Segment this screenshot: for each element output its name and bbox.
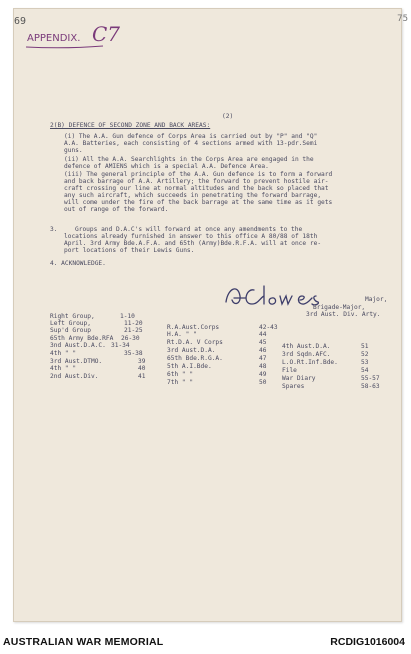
dist-unit: Spares xyxy=(282,383,305,390)
dist-copy: 58-63 xyxy=(361,383,380,390)
dist-copy: 41 xyxy=(138,373,146,380)
appendix-stamp: APPENDIX. xyxy=(27,33,81,44)
appendix-handwritten-number: C7 xyxy=(92,22,121,46)
para3-line: locations already furnished in answer to this office A 80/88 of 18th xyxy=(64,233,318,240)
dist-copy: 45 xyxy=(259,339,267,346)
para3-line: April. 3rd Army Bde.A.F.A. and 65th (Army)Bde.R.F.A. will at once re- xyxy=(64,240,322,247)
appendix-underline xyxy=(25,44,105,50)
dist-copy: 48 xyxy=(259,363,267,370)
dist-unit: Left Group, xyxy=(50,320,91,327)
para-line: craft crossing our line at normal altitudes and the back so placed that xyxy=(64,185,329,192)
paragraph-4-acknowledge: 4. ACKNOWLEDGE. xyxy=(50,260,106,267)
para-line: and back barrage of A.A. Artillery; the forward to prevent hostile air- xyxy=(64,178,329,185)
dist-unit: H.A. " " xyxy=(167,331,197,338)
para-line: (i) The A.A. Gun defence of Corps Area is carried out by "P" and "Q" xyxy=(64,133,318,140)
dist-copy: 54 xyxy=(361,367,369,374)
para-line: guns. xyxy=(64,147,83,154)
dist-unit: 6th " " xyxy=(167,371,194,378)
dist-copy: 53 xyxy=(361,359,369,366)
para-line: defence of AMIENS which is a special A.A. Defence Area. xyxy=(64,163,269,170)
dist-unit: 3rd Sqdn.AFC. xyxy=(282,351,331,358)
archive-record-id: RCDIG1016004 xyxy=(330,636,405,648)
page-number: 69 xyxy=(14,16,27,27)
dist-unit: 3nd Aust.D.A.C. xyxy=(50,342,106,349)
dist-unit: L.O.Rt.Inf.Bde. xyxy=(282,359,338,366)
archive-footer xyxy=(0,630,411,654)
dist-unit: 5th A.I.Bde. xyxy=(167,363,212,370)
para-line: (ii) All the A.A. Searchlights in the Corps Area are engaged in the xyxy=(64,156,314,163)
dist-unit: File xyxy=(282,367,297,374)
dist-copy: 39 xyxy=(138,358,146,365)
dist-copy: 35-38 xyxy=(124,350,143,357)
dist-unit: 4th Aust.D.A. xyxy=(282,343,331,350)
para3-line: port locations of their Lewis Guns. xyxy=(64,247,195,254)
dist-copy: 11-20 xyxy=(124,320,143,327)
dist-unit: 4th " " xyxy=(50,365,77,372)
dist-unit: Rt.D.A. V Corps xyxy=(167,339,223,346)
paragraph-3-number: 3. xyxy=(50,226,58,233)
dist-copy: 52 xyxy=(361,351,369,358)
signatory-appointment: Brigade-Major, xyxy=(313,304,366,311)
archive-name: AUSTRALIAN WAR MEMORIAL xyxy=(3,636,164,648)
dist-copy: 55-57 xyxy=(361,375,380,382)
para-line: (iii) The general principle of the A.A. Gun defence is to form a forward xyxy=(64,171,333,178)
dist-unit: 3rd Aust.DTMO. xyxy=(50,358,103,365)
dist-copy: 42-43 xyxy=(259,324,278,331)
corner-page-number: 75 xyxy=(397,14,408,24)
dist-unit: 65th Army Bde.RFA xyxy=(50,335,114,342)
dist-copy: 26-30 xyxy=(121,335,140,342)
dist-copy: 21-25 xyxy=(124,327,143,334)
dist-unit: War Diary xyxy=(282,375,316,382)
dist-copy: 40 xyxy=(138,365,146,372)
dist-copy: 31-34 xyxy=(111,342,130,349)
signatory-formation: 3rd Aust. Div. Arty. xyxy=(306,311,381,318)
dist-copy: 1-10 xyxy=(120,313,135,320)
para-line: will come under the fire of the back barrage at the same time as it gets xyxy=(64,199,333,206)
dist-copy: 44 xyxy=(259,331,267,338)
dist-copy: 51 xyxy=(361,343,369,350)
dist-unit: 3rd Aust.D.A. xyxy=(167,347,216,354)
dist-copy: 49 xyxy=(259,371,267,378)
para-line: A.A. Batteries, each consisting of 4 sections armed with 13-pdr.Semi xyxy=(64,140,318,147)
dist-unit: Right Group, xyxy=(50,313,95,320)
para3-line: Groups and D.A.C's will forward at once any amendments to the xyxy=(75,226,303,233)
dist-copy: 50 xyxy=(259,379,267,386)
dist-unit: 2nd Aust.Div. xyxy=(50,373,99,380)
dist-copy: 47 xyxy=(259,355,267,362)
dist-unit: 65th Bde.R.G.A. xyxy=(167,355,223,362)
dist-unit: 7th " " xyxy=(167,379,194,386)
dist-unit: R.A.Aust.Corps xyxy=(167,324,220,331)
section-number: (2) xyxy=(222,113,234,120)
dist-unit: 4th " " xyxy=(50,350,77,357)
para-line: any such aircraft, which succeeds in penetrating the forward barrage, xyxy=(64,192,322,199)
dist-copy: 46 xyxy=(259,347,267,354)
para-line: out of range of the forward. xyxy=(64,206,169,213)
signatory-rank: Major, xyxy=(365,296,388,303)
paragraph-2b-heading: 2(B) DEFENCE OF SECOND ZONE AND BACK AREAS: xyxy=(50,122,211,129)
dist-unit: Sup'd Group xyxy=(50,327,91,334)
